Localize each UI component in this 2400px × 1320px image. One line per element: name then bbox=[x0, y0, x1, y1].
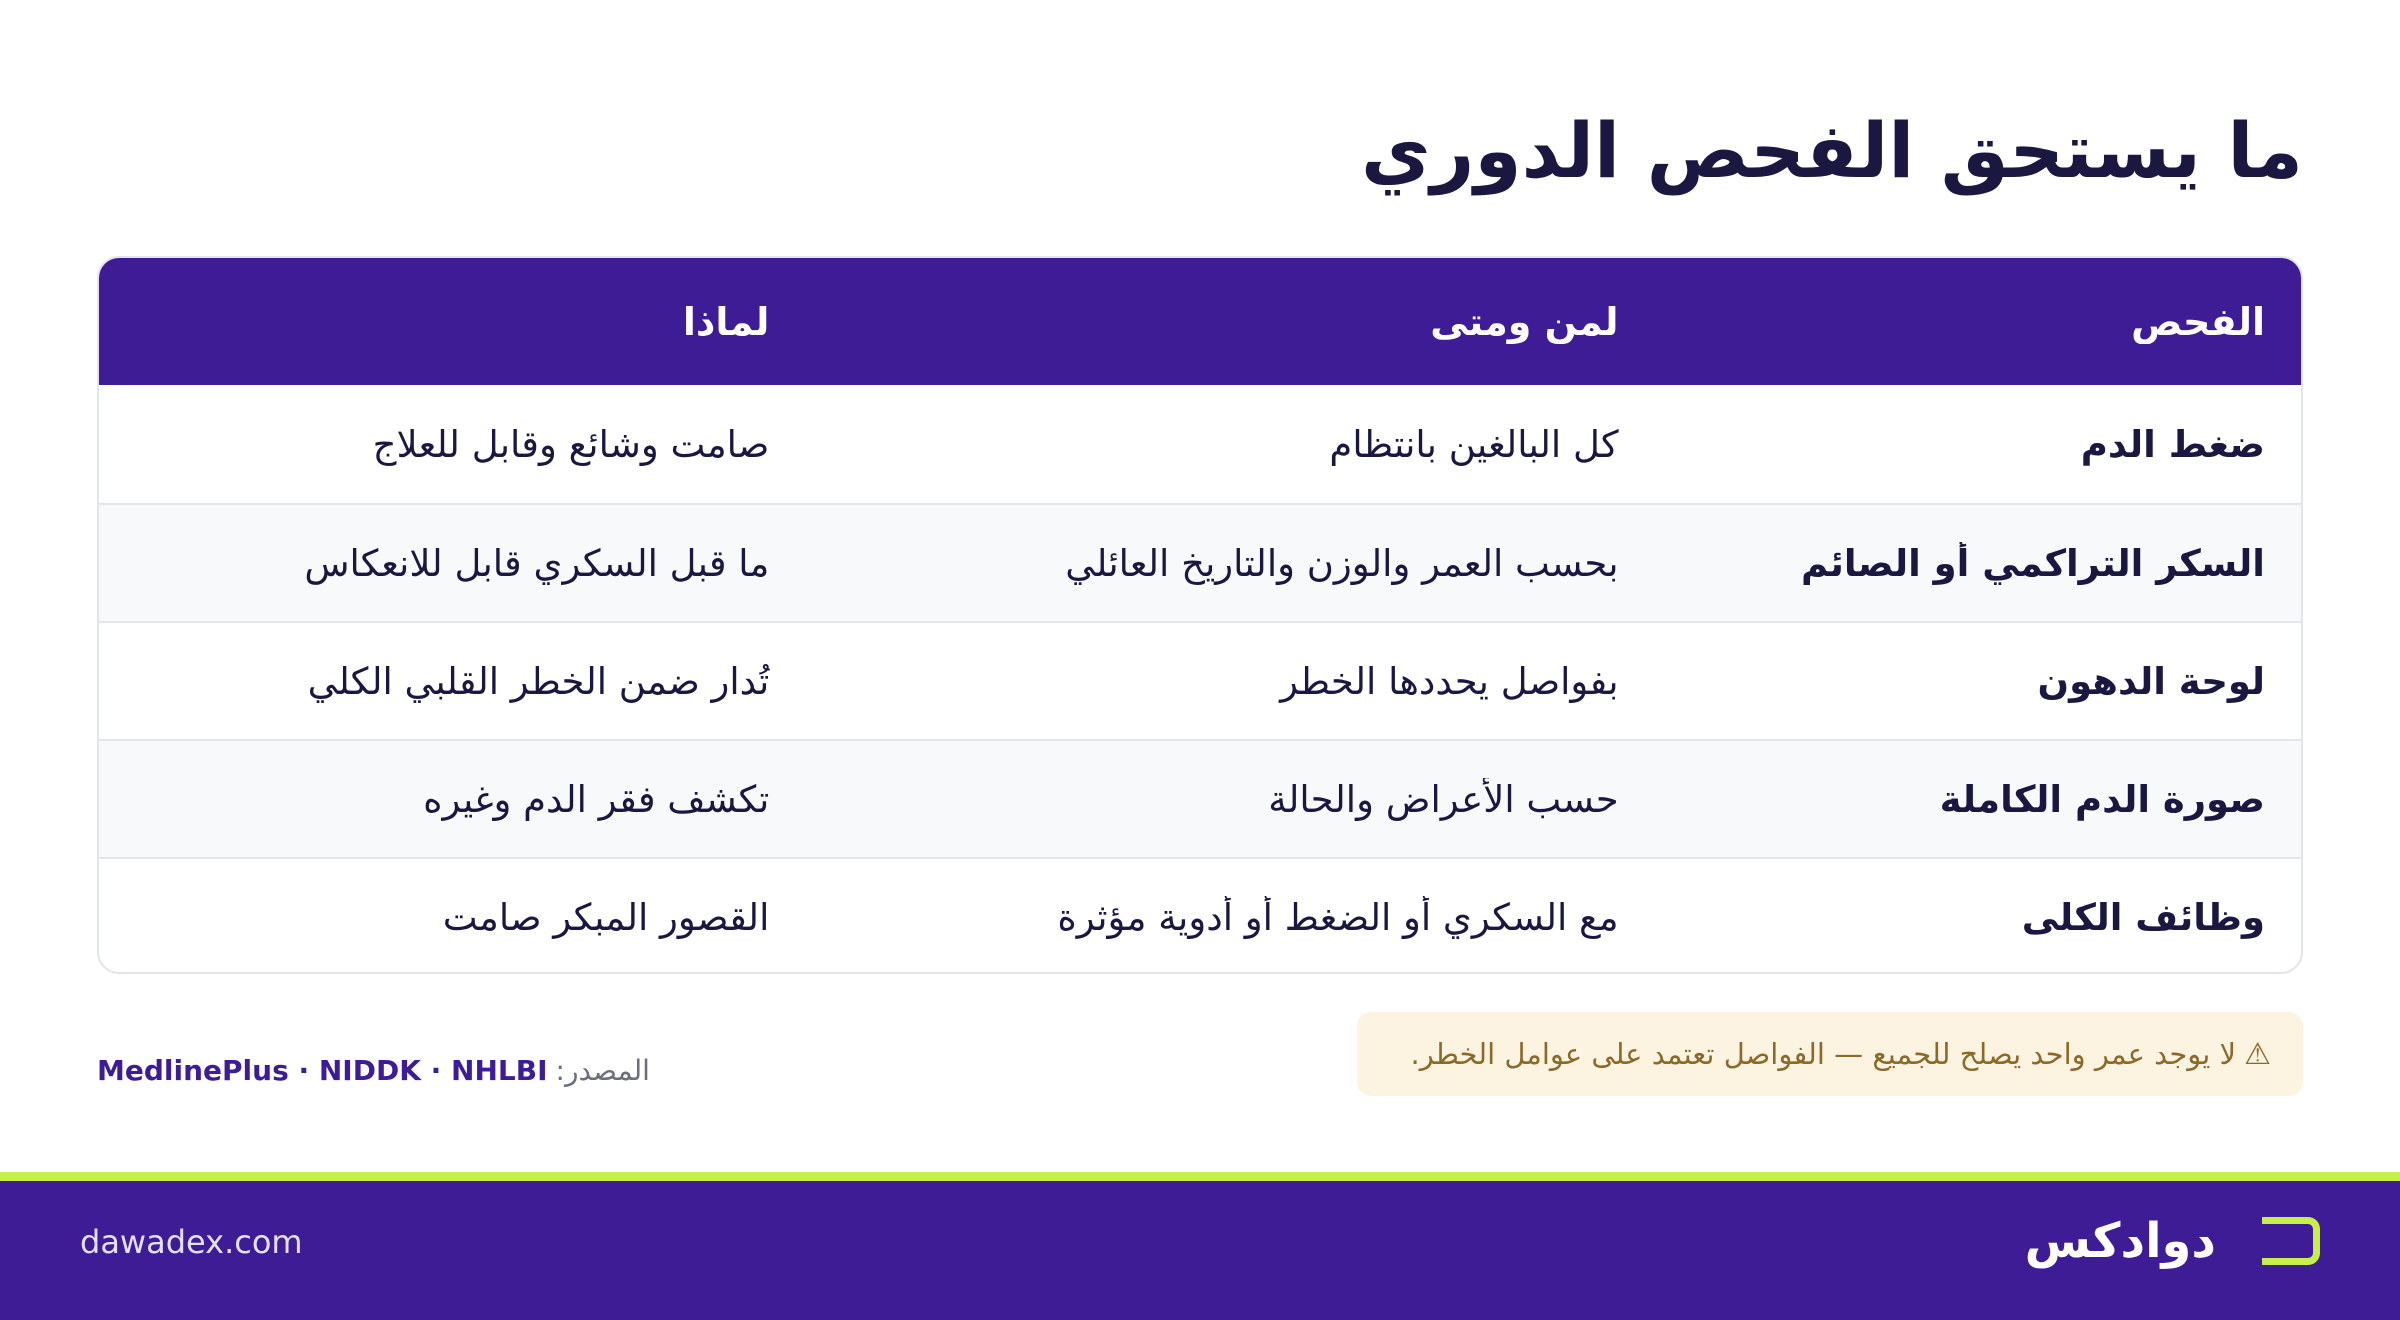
footer bbox=[0, 1181, 2400, 1320]
cell-who-when: بفواصل يحددها الخطر bbox=[1280, 659, 1619, 703]
table-row bbox=[99, 503, 2301, 621]
cell-why: ما قبل السكري قابل للانعكاس bbox=[304, 541, 770, 585]
brand bbox=[2025, 1213, 2320, 1269]
footer-accent-bar bbox=[0, 1172, 2400, 1181]
header-why: لماذا bbox=[682, 299, 770, 344]
warning-note-text: لا يوجد عمر واحد يصلح للجميع — الفواصل تعتمد على عوامل الخطر. bbox=[1410, 1037, 2237, 1071]
page-title: ما يستحق الفحص الدوري bbox=[1360, 106, 2303, 195]
warning-icon: ⚠ bbox=[2244, 1036, 2271, 1072]
cell-who-when: كل البالغين بانتظام bbox=[1329, 422, 1619, 466]
table-row bbox=[99, 621, 2301, 739]
cell-who-when: حسب الأعراض والحالة bbox=[1268, 777, 1619, 821]
header-test: الفحص bbox=[2131, 299, 2265, 344]
table-row bbox=[99, 739, 2301, 857]
source-label: المصدر: bbox=[555, 1054, 650, 1087]
table-row bbox=[99, 385, 2301, 503]
brand-name: دوادكس bbox=[2024, 1213, 2216, 1269]
cell-who-when: بحسب العمر والوزن والتاريخ العائلي bbox=[1065, 541, 1619, 585]
source-credit bbox=[97, 1054, 650, 1087]
cell-who-when: مع السكري أو الضغط أو أدوية مؤثرة bbox=[1057, 895, 1619, 939]
source-value: MedlinePlus · NIDDK · NHLBI bbox=[97, 1054, 548, 1087]
table-header bbox=[99, 258, 2301, 385]
cell-test: ضغط الدم bbox=[2080, 422, 2265, 466]
cell-test: وظائف الكلى bbox=[2021, 895, 2265, 939]
table-row bbox=[99, 857, 2301, 974]
brand-logo-icon bbox=[2262, 1217, 2320, 1265]
site-link[interactable]: dawadex.com bbox=[80, 1223, 303, 1261]
header-who-when: لمن ومتى bbox=[1430, 299, 1619, 344]
warning-note bbox=[1357, 1012, 2303, 1096]
cell-why: صامت وشائع وقابل للعلاج bbox=[372, 422, 770, 466]
cell-test: السكر التراكمي أو الصائم bbox=[1800, 541, 2265, 585]
cell-why: القصور المبكر صامت bbox=[442, 895, 770, 939]
cell-test: صورة الدم الكاملة bbox=[1939, 777, 2265, 821]
cell-why: تكشف فقر الدم وغيره bbox=[423, 777, 770, 821]
cell-why: تُدار ضمن الخطر القلبي الكلي bbox=[307, 659, 770, 703]
cell-test: لوحة الدهون bbox=[2037, 659, 2265, 703]
screening-table bbox=[97, 256, 2303, 974]
